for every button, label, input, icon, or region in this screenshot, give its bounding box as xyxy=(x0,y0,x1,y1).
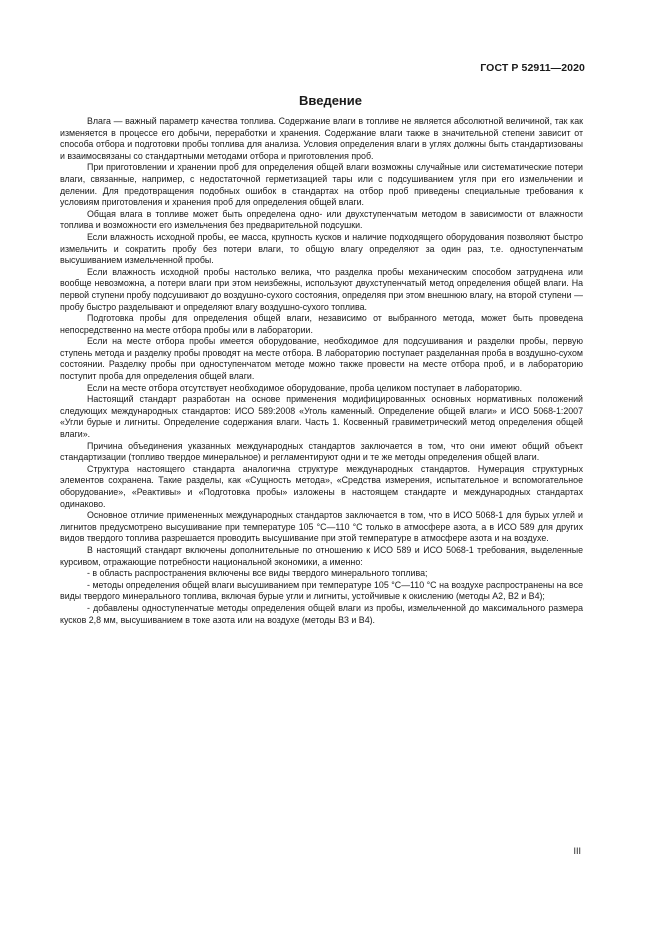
paragraph: Если влажность исходной пробы, ее масса, крупность кусков и наличие подходящего оборудования позволяют быстро измельчить и сократить пробу без потери влаги, то общую влагу определяют за один раз, т.е. одноступенчатым высушиванием измельченной пробы. xyxy=(60,231,583,266)
paragraph: Если на месте отбора отсутствует необходимое оборудование, проба целиком поступает в лабораторию. xyxy=(87,382,523,393)
section-title: Введение xyxy=(299,93,362,108)
paragraph: Настоящий стандарт разработан на основе применения модифицированных основных нормативных положений следующих международных стандартов: ИСО 589:2008 «Уголь каменный. Определение общей влаги» и ИСО 5068-1:2007 «Угли бурые и лигниты. Определение содержания влаги. Часть 1. Косвенный гравиметрический метод определения общей влаги». xyxy=(60,394,583,440)
list-item: - в область распространения включены все виды твердого минерального топлива; xyxy=(87,568,428,579)
paragraph: При приготовлении и хранении проб для определения общей влаги возможны случайные или систематические потери влаги, связанные, например, с недостаточной герметизацией тары или с подсушиванием угля при его измельчении и делении. Для предотвращения подобных ошибок в стандартах на отбор проб приведены специальные требования к условиям приготовления и хранения проб для определения общей влаги. xyxy=(60,162,583,208)
paragraph: Причина объединения указанных международных стандартов заключается в том, что они имеют общий объект стандартизации (топливо твердое минеральное) и регламентируют одни и те же методы определения общей влаги. xyxy=(60,440,583,463)
paragraph: В настоящий стандарт включены дополнительные по отношению к ИСО 589 и ИСО 5068-1 требования, выделенные курсивом, отражающие потребности национальной экономики, а именно: xyxy=(60,544,583,567)
paragraph: Основное отличие примененных международных стандартов заключается в том, что в ИСО 5068-1 для бурых углей и лигнитов предусмотрено высушивание при температуре 105 °С—110 °С только в атмосфере азота, а в ИСО 589 для других видов твердого топлива разрешается проводить высушивание при этой температуре в атмосфере азота и на воздухе. xyxy=(60,510,583,544)
paragraph: Общая влага в топливе может быть определена одно- или двухступенчатым методом в зависимости от влажности топлива и возможности его измельчения без предварительной подсушки. xyxy=(60,208,583,231)
paragraph: Подготовка пробы для определения общей влаги, независимо от выбранного метода, может быть проведена непосредственно на месте отбора пробы или в лаборатории. xyxy=(60,313,583,335)
paragraph: Влага — важный параметр качества топлива. Содержание влаги в топливе не является абсолютной величиной, так как изменяется в процессе его добычи, переработки и хранения. Содержание влаги также в значительной степени зависит от способа отбора и подготовки пробы топлива для анализа. Условия определения влаги в углях должны быть стандартизованы и взаимосвязаны со стандартными методами отбора и приготовления проб. xyxy=(60,116,583,161)
paragraph: Если на месте отбора пробы имеется оборудование, необходимое для подсушивания и разделки пробы, первую ступень метода и разделку пробы проводят на месте отбора. В лабораторию поступает разделанная проба в воздушно-сухом состоянии. Разделку пробы при одноступенчатом методе можно также провести на месте отбора проб, и в лабораторию поступит проба для определения общей влаги. xyxy=(60,336,583,382)
body-text xyxy=(60,116,583,626)
paragraph: Структура настоящего стандарта аналогична структуре международных стандартов. Нумерация структурных элементов сохранена. Такие разделы, как «Сущность метода», «Средства измерения, испытательное и вспомогательное оборудование», «Реактивы» и «Подготовка пробы» изложены в настоящем стандарте и международных стандартах одинаково. xyxy=(60,463,583,509)
page-number: III xyxy=(573,846,581,856)
list-item: - методы определения общей влаги высушиванием при температуре 105 °С—110 °С на воздухе распространены на все виды твердого минерального топлива, включая бурые угли и лигниты, устойчивые к окислению (методы А2, В2 и В4); xyxy=(60,579,583,602)
list-item: - добавлены одноступенчатые методы определения общей влаги из пробы, измельченной до максимального размера кусков 2,8 мм, высушиванием в токе азота или на воздухе (методы В3 и В4). xyxy=(60,602,583,625)
paragraph: Если влажность исходной пробы настолько велика, что разделка пробы механическим способом затруднена или вообще невозможна, а потери влаги при этом неизбежны, используют двухступенчатый метод определения общей влаги. На первой ступени пробу подсушивают до воздушно-сухого состояния, определяя при этом внешнюю влагу, на второй ступени — пробу быстро разделывают и определяют влагу воздушно-сухого топлива. xyxy=(60,266,583,312)
standard-designation: ГОСТ Р 52911—2020 xyxy=(480,62,585,74)
